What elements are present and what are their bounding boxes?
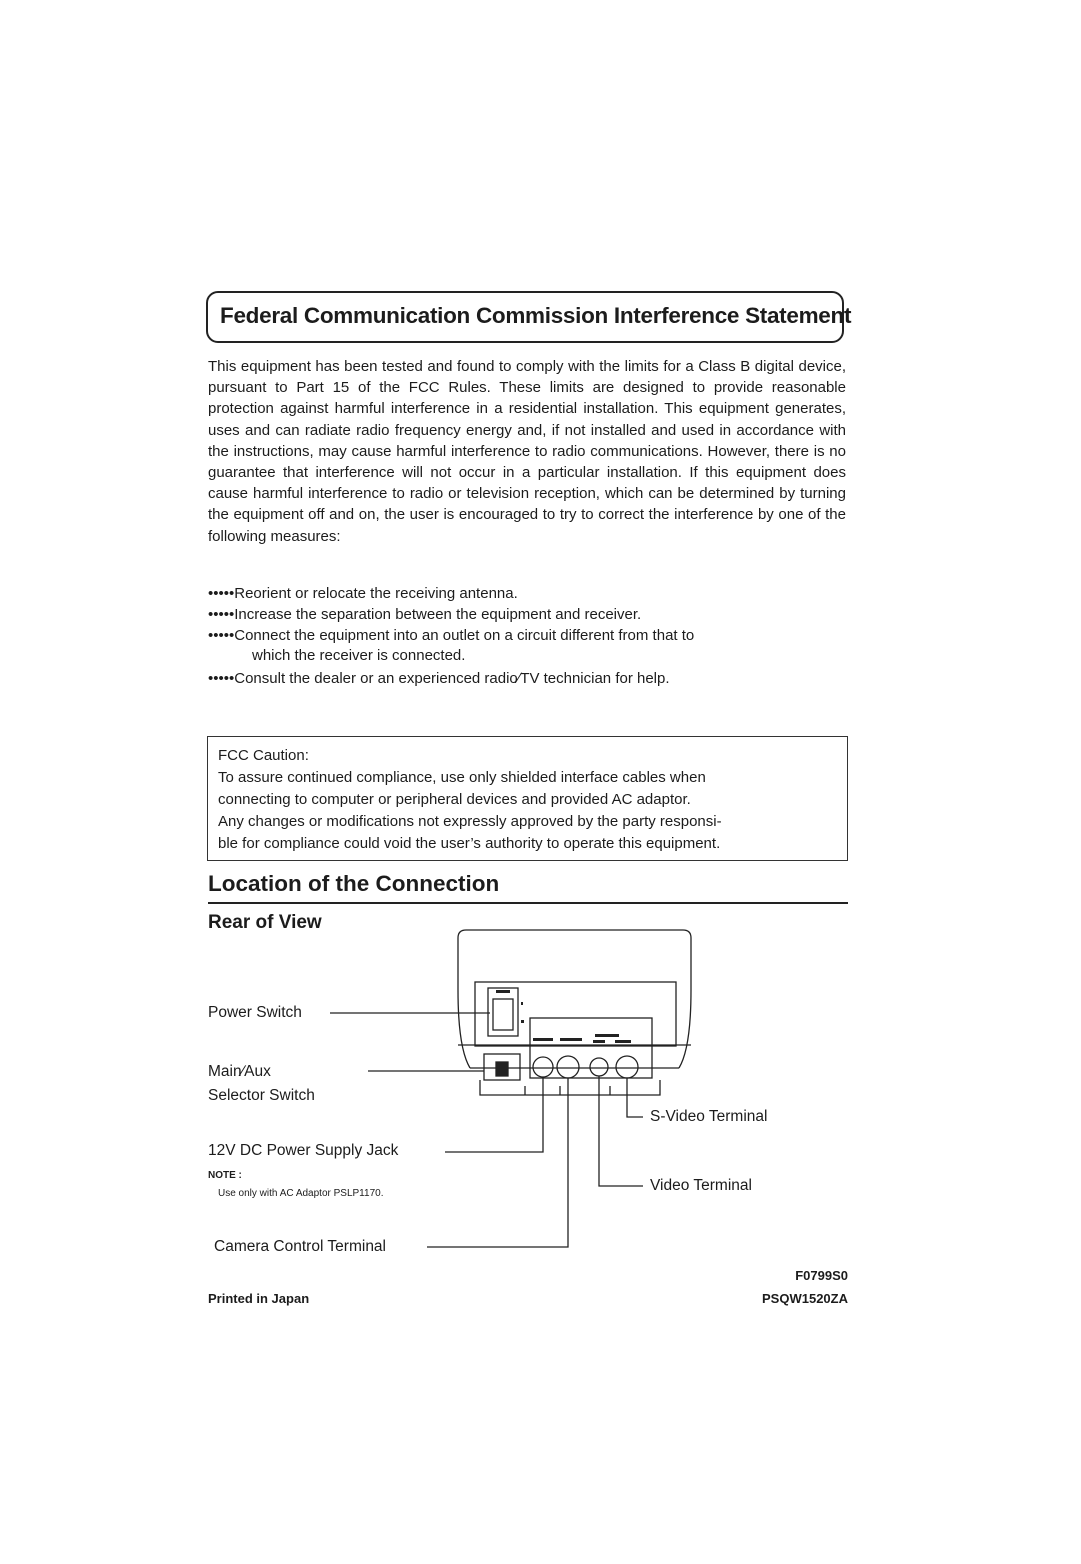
label-selector-switch: Selector Switch <box>208 1087 315 1104</box>
note-text: Use only with AC Adaptor PSLP1170. <box>218 1188 384 1199</box>
caution-heading: FCC Caution: <box>218 747 309 764</box>
label-video-terminal: Video Terminal <box>650 1177 752 1194</box>
leader-camera-control <box>427 1078 568 1247</box>
measure-item: •••••Connect the equipment into an outlet on a circuit different from that to <box>208 627 695 644</box>
caution-line: To assure continued compliance, use only shielded interface cables when <box>218 769 706 786</box>
label-power-switch: Power Switch <box>208 1004 302 1021</box>
caution-line: connecting to computer or peripheral devices and provided AC adaptor. <box>218 791 691 808</box>
label-svideo-terminal: S-Video Terminal <box>650 1108 768 1125</box>
label-main-aux: Main∕Aux <box>208 1063 271 1080</box>
rear-view-subheading: Rear of View <box>208 912 322 933</box>
power-switch <box>493 999 513 1030</box>
document-code: F0799S0 <box>795 1268 848 1283</box>
camera-control-jack-icon <box>557 1056 579 1078</box>
leader-video <box>599 1076 643 1186</box>
page-title: Federal Communication Commission Interference Statement <box>220 303 852 328</box>
label-camera-control-terminal: Camera Control Terminal <box>214 1238 386 1255</box>
dc-jack-icon <box>533 1057 553 1077</box>
svideo-jack-icon <box>616 1056 638 1078</box>
printed-in: Printed in Japan <box>208 1291 310 1306</box>
leader-dc-jack <box>445 1077 543 1152</box>
label-dc-jack: 12V DC Power Supply Jack <box>208 1142 399 1159</box>
measure-item: •••••Consult the dealer or an experienced radio∕TV technician for help. <box>208 670 670 687</box>
location-heading: Location of the Connection <box>208 871 500 896</box>
note-label: NOTE : <box>208 1170 242 1181</box>
measure-item-continuation: which the receiver is connected. <box>252 647 466 664</box>
part-number: PSQW1520ZA <box>762 1291 848 1306</box>
terminal-plate <box>530 1018 652 1078</box>
leader-svideo <box>627 1078 643 1117</box>
fcc-statement-paragraph: This equipment has been tested and found to comply with the limits for a Class B digital device, pursuant to Part 15 of the FCC Rules. These limits are designed to provide reasonable protection against harmful interference in a residential installation. This equipment generates, uses and can radiate radio frequency energy and, if not installed and used in accordance with the instructions, may cause harmful interference to radio communications. However, there is no guarantee that interference will not occur in a particular installation. If this equipment does cause harmful interference to radio or television reception, which can be determined by turning the equipment off and on, the user is encouraged to try to correct the interference by one of the following measures: <box>208 358 846 545</box>
video-jack-icon <box>590 1058 608 1076</box>
caution-line: Any changes or modifications not expressly approved by the party responsi- <box>218 813 722 830</box>
measure-item: •••••Increase the separation between the equipment and receiver. <box>208 606 642 623</box>
caution-line: ble for compliance could void the user’s authority to operate this equipment. <box>218 835 721 852</box>
housing-outline <box>458 930 691 990</box>
measure-item: •••••Reorient or relocate the receiving antenna. <box>208 585 518 602</box>
